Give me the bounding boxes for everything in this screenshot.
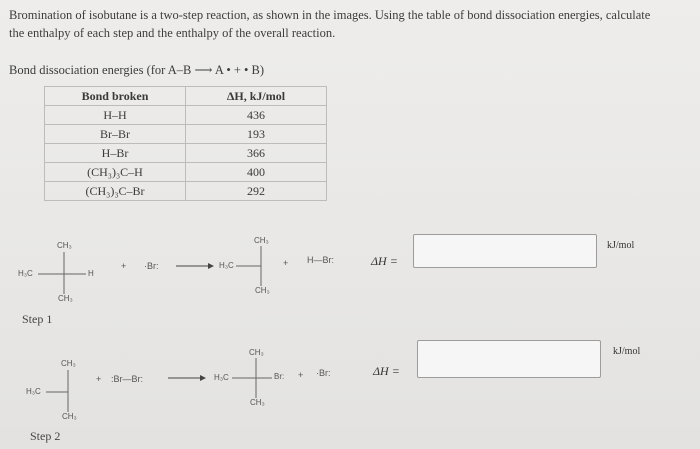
table-header-dh: ΔH, kJ/mol [186, 87, 327, 106]
table-cell-value: 436 [186, 106, 327, 125]
step2-reactant-ch3-top: CH₃ [61, 359, 76, 368]
step2-answer-input[interactable] [417, 340, 601, 378]
step1-label: Step 1 [22, 312, 53, 326]
table-cell-value: 366 [186, 144, 327, 163]
arrow-head [208, 263, 214, 269]
step1-product-ch3-bottom: CH₃ [255, 286, 270, 295]
step2-label: Step 2 [30, 429, 61, 443]
step2-br2: :Br—Br: [111, 374, 144, 384]
step2-product-br: Br: [274, 372, 285, 381]
table-cell-bond: H–Br [45, 144, 186, 163]
step2-reactant-h3c: H₃C [26, 387, 41, 396]
table-cell-bond: (CH₃)₃C–Br [45, 182, 186, 201]
step1-reactant-h3c: H₃C [18, 269, 33, 278]
step2-plus: + [96, 374, 102, 384]
step1-br-radical: ·Br: [144, 261, 159, 271]
table-header-bond: Bond broken [45, 87, 186, 106]
table-cell-bond: (CH₃)₃C–H [45, 163, 186, 182]
step1-product-ch3-top: CH₃ [254, 236, 269, 245]
bde-caption: Bond dissociation energies (for A–B ⟶ A • + • B) [9, 63, 265, 77]
step2-unit: kJ/mol [613, 346, 641, 357]
step1-reactant-ch3-top: CH₃ [57, 241, 72, 250]
step1-dh-label: ΔH = [371, 254, 398, 268]
step2-product-h3c: H₃C [214, 373, 229, 382]
question-line-1: Bromination of isobutane is a two-step reaction, as shown in the images. Using the table of bond dissociation energies, calculate [9, 8, 651, 22]
step2-product-ch3-top: CH₃ [249, 348, 264, 357]
step2-dh-label: ΔH = [373, 364, 400, 378]
step1-answer-input[interactable] [413, 234, 597, 268]
step1-plus-2: + [283, 258, 289, 268]
table-cell-value: 400 [186, 163, 327, 182]
step2-br-radical: ·Br: [316, 368, 331, 378]
question-line-2: the enthalpy of each step and the enthalpy of the overall reaction. [9, 26, 336, 40]
step1-reactant-h: H [88, 269, 94, 278]
step1-plus: + [121, 261, 127, 271]
step1-unit: kJ/mol [607, 240, 635, 251]
step2-plus-2: + [298, 370, 304, 380]
table-cell-value: 193 [186, 125, 327, 144]
table-cell-bond: Br–Br [45, 125, 186, 144]
step1-product-h3c: H₃C [219, 261, 234, 270]
table-cell-value: 292 [186, 182, 327, 201]
table-cell-bond: H–H [45, 106, 186, 125]
step1-hbr: H—Br: [307, 255, 334, 265]
step1-reactant-ch3-bottom: CH₃ [58, 294, 73, 303]
step2-product-ch3-bottom: CH₃ [250, 398, 265, 407]
arrow-head [200, 375, 206, 381]
step2-reactant-ch3-bottom: CH₃ [62, 412, 77, 421]
